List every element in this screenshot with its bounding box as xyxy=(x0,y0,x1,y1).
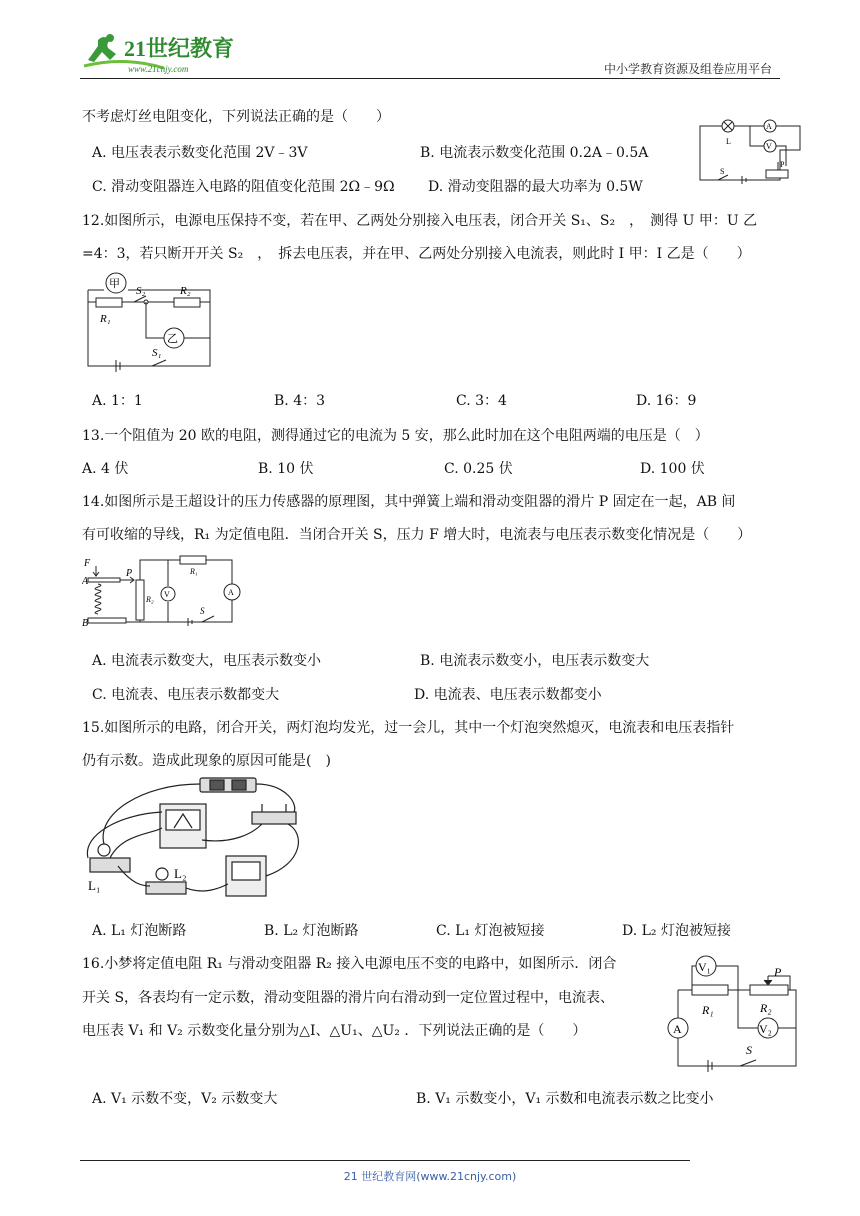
footer-divider xyxy=(80,1160,690,1161)
q14-a-label: A xyxy=(82,576,89,587)
q12-option-b: B. 4：3 xyxy=(274,393,326,409)
q15-option-d: D. L₂ 灯泡被短接 xyxy=(622,923,731,939)
q11-slider-label: P xyxy=(780,160,785,169)
q14-p-label: P xyxy=(126,568,133,579)
q15-stem-line-1: 15.如图所示的电路，闭合开关，两灯泡均发光，过一会儿，其中一个灯泡突然熄灭，电流表和电压表指针 xyxy=(82,720,735,736)
q14-voltmeter-label: V xyxy=(164,590,170,599)
q15-option-b: B. L₂ 灯泡断路 xyxy=(264,923,359,939)
q15-option-c: C. L₁ 灯泡被短接 xyxy=(436,923,545,939)
q12-s1-label: S₁ xyxy=(152,347,162,359)
q14-option-a: A. 电流表示数变大，电压表示数变小 xyxy=(92,653,322,669)
q11-option-a: A. 电压表表示数变化范围 2V﹣3V xyxy=(92,145,308,161)
q16-r2-label: R₂ xyxy=(760,1001,772,1015)
logo-url: www.21cnjy.com xyxy=(128,64,189,74)
q14-option-c: C. 电流表、电压表示数都变大 xyxy=(92,687,280,703)
q16-r1-label: R₁ xyxy=(702,1003,714,1017)
q15-l2-label: L₂ xyxy=(174,866,187,881)
q16-circuit-diagram xyxy=(664,948,804,1074)
q12-option-d: D. 16：9 xyxy=(636,393,697,409)
q13-option-c: C. 0.25 伏 xyxy=(444,461,513,477)
q16-stem-line-1: 16.小梦将定值电阻 R₁ 与滑动变阻器 R₂ 接入电源电压不变的电路中，如图所示．闭合 xyxy=(82,956,617,972)
q16-option-b: B. V₁ 示数变小，V₁ 示数和电流表示数之比变小 xyxy=(416,1091,714,1107)
q15-physical-circuit-picture xyxy=(82,774,312,908)
q11-circuit-diagram xyxy=(690,110,810,188)
q16-v1-meter: V₁ xyxy=(698,960,711,974)
q12-option-c: C. 3：4 xyxy=(456,393,507,409)
q12-r2-label: R₂ xyxy=(180,285,191,297)
q16-stem-line-3: 电压表 V₁ 和 V₂ 示数变化量分别为△I、△U₁、△U₂ ．下列说法正确的是（ ） xyxy=(82,1023,587,1039)
q15-stem-line-2: 仍有示数。造成此现象的原因可能是( ) xyxy=(82,753,331,769)
q15-l1-label: L₁ xyxy=(88,878,101,893)
platform-name: 中小学教育资源及组卷应用平台 xyxy=(603,62,772,76)
q12-circuit-diagram xyxy=(82,266,222,380)
q14-ammeter-label: A xyxy=(228,588,234,597)
q12-jia-meter: 甲 xyxy=(109,278,120,290)
footer-link[interactable]: 21 世纪教育网(www.21cnjy.com) xyxy=(343,1170,517,1183)
q13-stem: 13.一个阻值为 20 欧的电阻，测得通过它的电流为 5 安，那么此时加在这个电阻两端的电压是（ ） xyxy=(82,428,709,444)
q14-option-d: D. 电流表、电压表示数都变小 xyxy=(414,687,602,703)
q11-option-c: C. 滑动变阻器连入电路的阻值变化范围 2Ω﹣9Ω xyxy=(92,179,395,195)
q12-stem-line-2: =4：3，若只断开开关 S₂ ， 拆去电压表，并在甲、乙两处分别接入电流表，则此时 I 甲：I 乙是（ ） xyxy=(82,246,751,262)
q14-force-label: F xyxy=(84,558,91,569)
logo-text: 21世纪教育 xyxy=(124,36,235,61)
q16-p-label: P xyxy=(774,965,782,979)
q16-stem-line-2: 开关 S，各表均有一定示数，滑动变阻器的滑片向右滑动到一定位置过程中，电流表、 xyxy=(82,990,615,1006)
runner-logo-icon xyxy=(80,30,250,76)
header-divider xyxy=(80,78,780,79)
q13-option-b: B. 10 伏 xyxy=(258,461,314,477)
q13-option-d: D. 100 伏 xyxy=(640,461,705,477)
q14-b-label: B xyxy=(82,618,89,629)
q14-r1-label: R₁ xyxy=(190,567,198,576)
q12-s2-label: S₂ xyxy=(136,285,146,297)
q16-option-a: A. V₁ 示数不变，V₂ 示数变大 xyxy=(92,1091,278,1107)
q11-stem: 不考虑灯丝电阻变化，下列说法正确的是（ ） xyxy=(82,109,390,125)
q16-v2-meter: V₂ xyxy=(759,1022,772,1036)
q16-ammeter: A xyxy=(673,1022,682,1036)
q12-r1-label: R₁ xyxy=(100,313,111,325)
q12-option-a: A. 1：1 xyxy=(92,393,143,409)
q14-stem-line-1: 14.如图所示是王超设计的压力传感器的原理图，其中弹簧上端和滑动变阻器的滑片 P 固定在一起，AB 间 xyxy=(82,494,736,510)
q11-voltmeter-label: V xyxy=(766,142,772,151)
q14-stem-line-2: 有可收缩的导线，R₁ 为定值电阻．当闭合开关 S，压力 F 增大时，电流表与电压表示数变化情况是（ ） xyxy=(82,527,752,543)
q11-option-b: B. 电流表示数变化范围 0.2A﹣0.5A xyxy=(420,145,649,161)
q12-stem-line-1: 12.如图所示，电源电压保持不变，若在甲、乙两处分别接入电压表，闭合开关 S₁、S₂ ， 测得 U 甲：U 乙 xyxy=(82,213,758,229)
q14-pressure-sensor-diagram xyxy=(82,552,252,634)
q11-lamp-label: L xyxy=(726,137,731,146)
q16-switch-label: S xyxy=(746,1043,752,1057)
q15-option-a: A. L₁ 灯泡断路 xyxy=(92,923,187,939)
q11-ammeter-label: A xyxy=(766,122,772,131)
site-logo xyxy=(80,30,250,76)
q14-switch-label: S xyxy=(200,606,205,616)
q14-option-b: B. 电流表示数变小，电压表示数变大 xyxy=(420,653,650,669)
q11-switch-label: S xyxy=(720,167,725,176)
q12-yi-meter: 乙 xyxy=(167,333,178,345)
q13-option-a: A. 4 伏 xyxy=(82,461,129,477)
q11-option-d: D. 滑动变阻器的最大功率为 0.5W xyxy=(428,179,643,195)
q14-r2-label: R₂ xyxy=(146,595,154,604)
